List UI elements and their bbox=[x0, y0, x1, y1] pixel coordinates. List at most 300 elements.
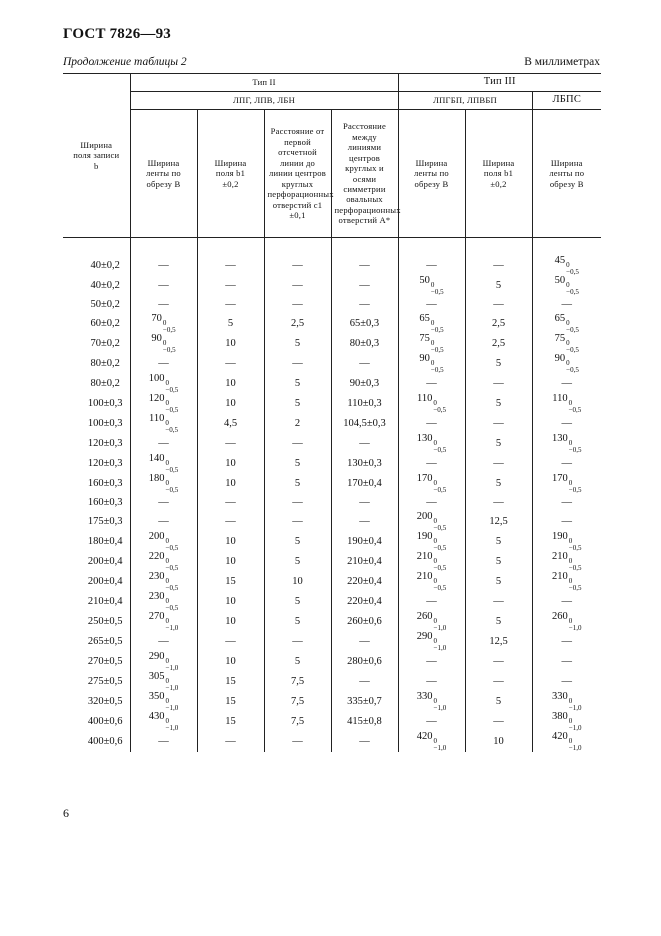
cell-value: 10 bbox=[225, 535, 236, 547]
tolerance-upper: 0 bbox=[566, 319, 570, 327]
table-row bbox=[63, 512, 601, 532]
tolerance bbox=[431, 340, 444, 354]
cell-dist-A bbox=[331, 632, 398, 652]
cell-tape-width-3 bbox=[398, 672, 465, 692]
cell-value: 2 bbox=[294, 417, 301, 429]
tolerance-lower: −1,0 bbox=[433, 704, 447, 712]
tolerance-lower: −0,5 bbox=[566, 346, 579, 354]
tolerance-upper: 0 bbox=[433, 637, 438, 645]
cell-field-b1 bbox=[197, 454, 264, 474]
header-tape-width: Ширина ленты по обрезу B bbox=[130, 110, 197, 238]
cell-value: 5 bbox=[294, 595, 301, 607]
table-body bbox=[63, 238, 601, 753]
cell-value: 160±0,3 bbox=[87, 477, 123, 489]
table-row bbox=[63, 334, 601, 354]
cell-value: 5 bbox=[294, 655, 301, 667]
cell-tape-width-4 bbox=[532, 552, 601, 572]
cell-value: 50±0,2 bbox=[90, 298, 120, 310]
cell-dist-c1 bbox=[264, 592, 331, 612]
tolerance-lower: −0,5 bbox=[165, 426, 179, 434]
tolerance-lower: −0,5 bbox=[568, 584, 582, 592]
cell-value: 430 bbox=[148, 711, 165, 722]
table-row bbox=[63, 732, 601, 752]
cell-field-b1-3 bbox=[465, 512, 532, 532]
cell-value: — bbox=[426, 298, 437, 310]
cell-value: 7,5 bbox=[290, 675, 305, 687]
dimensions-table bbox=[63, 73, 601, 752]
cell-value: 60±0,2 bbox=[90, 317, 120, 329]
cell-tape-width-3 bbox=[398, 354, 465, 374]
cell-tape-width-3 bbox=[398, 512, 465, 532]
tolerance-lower: −0,5 bbox=[433, 524, 447, 532]
cell-value: 330 bbox=[416, 691, 433, 702]
tolerance-lower: −0,5 bbox=[433, 486, 447, 494]
cell-field-b1 bbox=[197, 632, 264, 652]
cell-value: 65±0,3 bbox=[349, 317, 380, 329]
cell-value: 210 bbox=[552, 571, 568, 582]
cell-field-width bbox=[63, 434, 130, 454]
cell-field-width bbox=[63, 296, 130, 314]
cell-dist-c1 bbox=[264, 414, 331, 434]
tolerance bbox=[569, 440, 582, 454]
cell-value: 180 bbox=[148, 473, 165, 484]
cell-value: 200±0,4 bbox=[87, 575, 123, 587]
cell-dist-c1 bbox=[264, 712, 331, 732]
tolerance bbox=[433, 400, 446, 414]
cell-value: 5 bbox=[495, 695, 502, 707]
tolerance bbox=[434, 518, 447, 532]
cell-value: 2,5 bbox=[290, 317, 305, 329]
tolerance-upper: 0 bbox=[568, 577, 573, 585]
cell-value: — bbox=[561, 635, 572, 647]
header-type3: Тип III bbox=[398, 74, 601, 92]
cell-value: 250±0,5 bbox=[87, 615, 123, 627]
cell-field-b1 bbox=[197, 712, 264, 732]
tolerance-upper: 0 bbox=[165, 717, 170, 725]
cell-field-b1-3 bbox=[465, 652, 532, 672]
tolerance-upper: 0 bbox=[433, 479, 438, 487]
cell-value: — bbox=[359, 279, 370, 291]
cell-value: 10 bbox=[225, 337, 236, 349]
cell-value: 5 bbox=[294, 555, 301, 567]
cell-value: — bbox=[493, 675, 504, 687]
cell-dist-c1 bbox=[264, 532, 331, 552]
cell-field-width bbox=[63, 276, 130, 296]
cell-value: — bbox=[225, 357, 236, 369]
cell-value: — bbox=[359, 515, 370, 527]
cell-field-width bbox=[63, 592, 130, 612]
tolerance-lower: −0,5 bbox=[165, 386, 179, 394]
header-dist-c1: Расстояние от первой отсчетной линии до линии центров круглых перфорационных отверстий c1 ±0,1 bbox=[264, 110, 331, 238]
header-tape-width-4: Ширина ленты по обрезу B bbox=[532, 110, 601, 238]
cell-value: 190±0,4 bbox=[347, 535, 382, 547]
cell-value: 5 bbox=[495, 575, 502, 587]
cell-field-b1 bbox=[197, 354, 264, 374]
cell-value: 90 bbox=[151, 333, 162, 344]
cell-tape-width-3 bbox=[398, 414, 465, 434]
cell-value: 4,5 bbox=[223, 417, 238, 429]
cell-value: 220±0,4 bbox=[347, 595, 382, 607]
cell-value: 120 bbox=[148, 393, 165, 404]
cell-field-b1-3 bbox=[465, 434, 532, 454]
cell-tape-width-3 bbox=[398, 652, 465, 672]
tolerance-upper: 0 bbox=[165, 577, 170, 585]
cell-value: 210 bbox=[416, 571, 433, 582]
cell-tape-width bbox=[130, 354, 197, 374]
cell-field-b1-3 bbox=[465, 354, 532, 374]
tolerance-lower: −0,5 bbox=[433, 544, 447, 552]
cell-tape-width-4 bbox=[532, 632, 601, 652]
cell-value: — bbox=[493, 377, 504, 389]
tolerance-upper: 0 bbox=[165, 399, 170, 407]
cell-value: — bbox=[292, 515, 303, 527]
tolerance-upper: 0 bbox=[165, 657, 170, 665]
cell-value: 15 bbox=[225, 575, 236, 587]
cell-value: 5 bbox=[294, 377, 301, 389]
cell-value: 180±0,4 bbox=[87, 535, 123, 547]
cell-value: 260 bbox=[416, 611, 433, 622]
cell-value: 290 bbox=[148, 651, 165, 662]
cell-value: — bbox=[158, 259, 169, 271]
tolerance-upper: 0 bbox=[566, 339, 570, 347]
cell-value: 7,5 bbox=[290, 695, 305, 707]
tolerance-upper: 0 bbox=[566, 359, 570, 367]
cell-dist-A bbox=[331, 256, 398, 276]
tolerance-lower: −1,0 bbox=[433, 624, 447, 632]
cell-value: — bbox=[158, 298, 169, 310]
cell-field-b1 bbox=[197, 334, 264, 354]
cell-value: 400±0,6 bbox=[87, 735, 123, 747]
cell-dist-A bbox=[331, 276, 398, 296]
cell-value: — bbox=[158, 279, 169, 291]
cell-tape-width bbox=[130, 494, 197, 512]
cell-field-b1 bbox=[197, 296, 264, 314]
cell-value: 320±0,5 bbox=[87, 695, 123, 707]
cell-value: 130 bbox=[552, 433, 568, 444]
cell-value: — bbox=[493, 298, 504, 310]
cell-dist-c1 bbox=[264, 296, 331, 314]
tolerance-lower: −0,5 bbox=[568, 544, 582, 552]
cell-value: 260 bbox=[552, 611, 568, 622]
cell-dist-c1 bbox=[264, 632, 331, 652]
tolerance-lower: −1,0 bbox=[568, 624, 582, 632]
tolerance-lower: −1,0 bbox=[165, 624, 179, 632]
cell-value: 100±0,3 bbox=[87, 417, 123, 429]
cell-value: — bbox=[359, 298, 370, 310]
tolerance-upper: 0 bbox=[568, 557, 573, 565]
cell-field-b1 bbox=[197, 612, 264, 632]
tolerance-upper: 0 bbox=[568, 697, 573, 705]
tolerance bbox=[569, 400, 582, 414]
cell-value: — bbox=[225, 298, 236, 310]
cell-field-width bbox=[63, 334, 130, 354]
table-row bbox=[63, 354, 601, 374]
cell-field-width bbox=[63, 632, 130, 652]
cell-tape-width bbox=[130, 532, 197, 552]
cell-dist-c1 bbox=[264, 672, 331, 692]
cell-tape-width-3 bbox=[398, 474, 465, 494]
cell-field-b1 bbox=[197, 494, 264, 512]
tolerance-upper: 0 bbox=[433, 737, 438, 745]
cell-value: 110 bbox=[148, 413, 165, 424]
tolerance bbox=[166, 598, 179, 612]
tolerance bbox=[434, 578, 447, 592]
tolerance bbox=[566, 282, 579, 296]
cell-tape-width-3 bbox=[398, 552, 465, 572]
cell-value: — bbox=[359, 259, 370, 271]
cell-field-b1 bbox=[197, 314, 264, 334]
tolerance bbox=[569, 698, 582, 712]
cell-value: 40±0,2 bbox=[90, 259, 120, 271]
cell-value: — bbox=[359, 437, 370, 449]
tolerance bbox=[434, 440, 447, 454]
cell-field-width bbox=[63, 374, 130, 394]
header-group-lpgbp: ЛПГБП, ЛПВБП bbox=[398, 92, 532, 110]
header-dist-A: Расстояние между линиями центров круглых и осями симметрии овальных перфорационных отверстий A* bbox=[331, 110, 398, 238]
cell-value: 104,5±0,3 bbox=[343, 417, 386, 429]
cell-field-b1-3 bbox=[465, 692, 532, 712]
tolerance-lower: −0,5 bbox=[162, 326, 176, 334]
cell-value: — bbox=[493, 595, 504, 607]
document-title: ГОСТ 7826—93 bbox=[63, 26, 172, 42]
cell-tape-width-4 bbox=[532, 572, 601, 592]
cell-field-b1 bbox=[197, 394, 264, 414]
table-row bbox=[63, 276, 601, 296]
cell-value: 90 bbox=[554, 353, 566, 364]
cell-value: — bbox=[292, 259, 303, 271]
cell-dist-A bbox=[331, 612, 398, 632]
cell-tape-width bbox=[130, 712, 197, 732]
cell-field-b1-3 bbox=[465, 552, 532, 572]
cell-value: 350 bbox=[148, 691, 165, 702]
cell-field-b1 bbox=[197, 552, 264, 572]
tolerance bbox=[163, 340, 176, 354]
cell-tape-width-4 bbox=[532, 354, 601, 374]
cell-field-b1 bbox=[197, 374, 264, 394]
cell-field-width bbox=[63, 712, 130, 732]
cell-field-width bbox=[63, 474, 130, 494]
tolerance-lower: −1,0 bbox=[568, 704, 582, 712]
cell-tape-width bbox=[130, 296, 197, 314]
cell-field-b1-3 bbox=[465, 314, 532, 334]
cell-tape-width-3 bbox=[398, 532, 465, 552]
cell-value: 280±0,6 bbox=[347, 655, 382, 667]
header-group-lbps: ЛБПС bbox=[532, 92, 601, 110]
table-row bbox=[63, 532, 601, 552]
cell-field-b1-3 bbox=[465, 256, 532, 276]
cell-value: 120±0,3 bbox=[87, 437, 123, 449]
cell-value: 40±0,2 bbox=[90, 279, 120, 291]
tolerance bbox=[166, 578, 179, 592]
tolerance-upper: 0 bbox=[165, 677, 170, 685]
table-row bbox=[63, 256, 601, 276]
tolerance-upper: 0 bbox=[433, 557, 438, 565]
cell-value: 200 bbox=[416, 511, 433, 522]
tolerance bbox=[166, 460, 179, 474]
cell-value: 5 bbox=[495, 555, 502, 567]
cell-value: — bbox=[292, 357, 303, 369]
table-row bbox=[63, 652, 601, 672]
cell-value: — bbox=[292, 496, 303, 508]
tolerance-lower: −0,5 bbox=[430, 288, 444, 296]
units-label: В миллиметрах bbox=[524, 56, 600, 68]
cell-tape-width bbox=[130, 672, 197, 692]
cell-tape-width-3 bbox=[398, 296, 465, 314]
table-row bbox=[63, 414, 601, 434]
cell-value: 5 bbox=[495, 615, 502, 627]
cell-dist-c1 bbox=[264, 354, 331, 374]
cell-field-width bbox=[63, 552, 130, 572]
cell-tape-width-3 bbox=[398, 334, 465, 354]
cell-value: 10 bbox=[225, 457, 236, 469]
cell-dist-A bbox=[331, 314, 398, 334]
cell-value: — bbox=[561, 298, 572, 310]
cell-dist-c1 bbox=[264, 612, 331, 632]
cell-value: 265±0,5 bbox=[87, 635, 123, 647]
header-group-lpg: ЛПГ, ЛПВ, ЛБН bbox=[130, 92, 398, 110]
cell-value: 420 bbox=[552, 731, 568, 742]
cell-value: 200 bbox=[148, 531, 165, 542]
cell-value: 190 bbox=[416, 531, 433, 542]
cell-value: 5 bbox=[294, 397, 301, 409]
cell-value: 230 bbox=[148, 571, 165, 582]
cell-value: — bbox=[225, 635, 236, 647]
cell-field-b1 bbox=[197, 652, 264, 672]
cell-tape-width bbox=[130, 632, 197, 652]
tolerance-upper: 0 bbox=[165, 379, 170, 387]
cell-value: 7,5 bbox=[290, 715, 305, 727]
cell-dist-c1 bbox=[264, 256, 331, 276]
cell-tape-width-3 bbox=[398, 374, 465, 394]
cell-dist-c1 bbox=[264, 314, 331, 334]
tolerance-upper: 0 bbox=[430, 339, 435, 347]
cell-value: 160±0,3 bbox=[87, 496, 123, 508]
tolerance-lower: −0,5 bbox=[430, 326, 444, 334]
tolerance-upper: 0 bbox=[165, 557, 170, 565]
tolerance-lower: −0,5 bbox=[165, 466, 179, 474]
tolerance-lower: −0,5 bbox=[430, 366, 444, 374]
cell-dist-A bbox=[331, 434, 398, 454]
cell-value: — bbox=[225, 259, 236, 271]
cell-value: 2,5 bbox=[491, 337, 506, 349]
cell-value: 170 bbox=[416, 473, 433, 484]
cell-tape-width-3 bbox=[398, 612, 465, 632]
header-field-b1-3: Ширина поля b1 ±0,2 bbox=[465, 110, 532, 238]
tolerance bbox=[431, 320, 444, 334]
tolerance-lower: −0,5 bbox=[433, 564, 447, 572]
cell-value: 10 bbox=[292, 575, 303, 587]
cell-value: 50 bbox=[554, 275, 566, 286]
tolerance bbox=[163, 320, 176, 334]
tolerance-upper: 0 bbox=[165, 697, 170, 705]
cell-tape-width-3 bbox=[398, 732, 465, 752]
tolerance-lower: −0,5 bbox=[165, 584, 179, 592]
cell-dist-c1 bbox=[264, 454, 331, 474]
cell-value: — bbox=[493, 496, 504, 508]
cell-value: — bbox=[225, 437, 236, 449]
cell-field-b1-3 bbox=[465, 394, 532, 414]
cell-value: 75 bbox=[419, 333, 430, 344]
cell-value: — bbox=[493, 259, 504, 271]
cell-dist-c1 bbox=[264, 652, 331, 672]
cell-field-b1-3 bbox=[465, 454, 532, 474]
cell-dist-c1 bbox=[264, 434, 331, 454]
cell-value: 15 bbox=[225, 695, 236, 707]
cell-tape-width-3 bbox=[398, 494, 465, 512]
tolerance bbox=[434, 618, 447, 632]
cell-dist-A bbox=[331, 692, 398, 712]
cell-value: 110±0,3 bbox=[347, 397, 382, 409]
cell-tape-width bbox=[130, 374, 197, 394]
cell-tape-width-3 bbox=[398, 632, 465, 652]
cell-value: — bbox=[493, 457, 504, 469]
tolerance-lower: −0,5 bbox=[433, 406, 447, 414]
cell-dist-A bbox=[331, 592, 398, 612]
cell-value: 5 bbox=[495, 357, 502, 369]
cell-field-width bbox=[63, 394, 130, 414]
cell-tape-width bbox=[130, 256, 197, 276]
tolerance-upper: 0 bbox=[433, 537, 438, 545]
cell-tape-width-4 bbox=[532, 434, 601, 454]
tolerance bbox=[166, 380, 179, 394]
tolerance-upper: 0 bbox=[430, 359, 435, 367]
cell-tape-width-4 bbox=[532, 314, 601, 334]
cell-tape-width-3 bbox=[398, 572, 465, 592]
tolerance bbox=[166, 618, 179, 632]
tolerance-upper: 0 bbox=[430, 281, 435, 289]
cell-value: 210 bbox=[552, 551, 568, 562]
tolerance bbox=[166, 658, 179, 672]
tolerance-lower: −0,5 bbox=[566, 366, 579, 374]
tolerance bbox=[166, 698, 179, 712]
table-row bbox=[63, 474, 601, 494]
cell-value: — bbox=[225, 515, 236, 527]
cell-value: 260±0,6 bbox=[347, 615, 382, 627]
cell-tape-width-4 bbox=[532, 512, 601, 532]
cell-field-width bbox=[63, 314, 130, 334]
cell-value: 415±0,8 bbox=[347, 715, 382, 727]
cell-value: 80±0,3 bbox=[349, 337, 380, 349]
tolerance-lower: −0,5 bbox=[165, 406, 179, 414]
cell-tape-width bbox=[130, 394, 197, 414]
cell-value: — bbox=[561, 595, 572, 607]
tolerance-upper: 0 bbox=[433, 617, 438, 625]
cell-dist-c1 bbox=[264, 732, 331, 752]
tolerance-lower: −1,0 bbox=[433, 744, 447, 752]
cell-tape-width-3 bbox=[398, 276, 465, 296]
tolerance-lower: −0,5 bbox=[162, 346, 176, 354]
tolerance bbox=[431, 360, 444, 374]
tolerance bbox=[569, 480, 582, 494]
cell-field-width bbox=[63, 454, 130, 474]
cell-tape-width-3 bbox=[398, 692, 465, 712]
tolerance bbox=[566, 360, 579, 374]
cell-tape-width bbox=[130, 592, 197, 612]
cell-value: — bbox=[561, 457, 572, 469]
cell-field-b1-3 bbox=[465, 612, 532, 632]
cell-field-b1 bbox=[197, 512, 264, 532]
cell-value: 2,5 bbox=[491, 317, 506, 329]
cell-tape-width bbox=[130, 414, 197, 434]
cell-field-b1-3 bbox=[465, 296, 532, 314]
cell-value: 50 bbox=[419, 275, 430, 286]
cell-value: 5 bbox=[495, 397, 502, 409]
tolerance-upper: 0 bbox=[568, 399, 573, 407]
tolerance-upper: 0 bbox=[566, 261, 570, 269]
cell-dist-A bbox=[331, 532, 398, 552]
cell-tape-width-4 bbox=[532, 592, 601, 612]
cell-dist-A bbox=[331, 414, 398, 434]
